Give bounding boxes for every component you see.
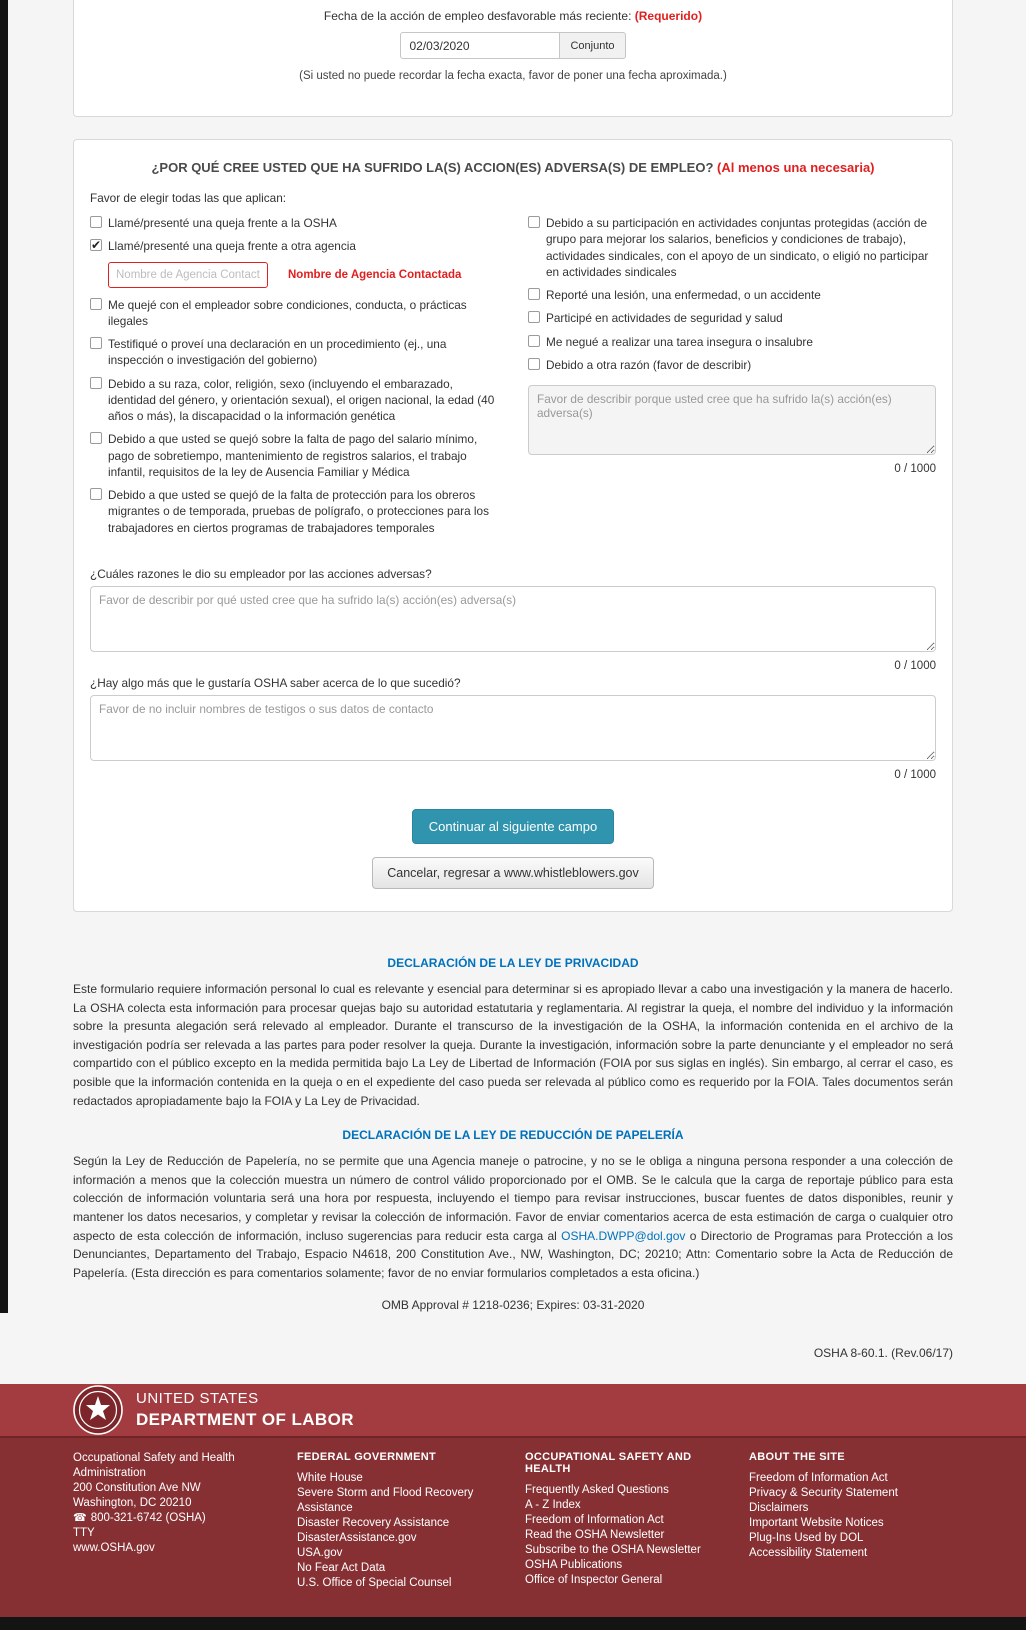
checkbox[interactable] xyxy=(90,298,102,310)
footer-link[interactable]: A - Z Index xyxy=(525,1498,735,1513)
cancel-button[interactable]: Cancelar, regresar a www.whistleblowers.gov xyxy=(372,857,654,889)
checkbox[interactable] xyxy=(528,288,540,300)
required-indicator: (Requerido) xyxy=(635,9,702,23)
footer-link[interactable]: OSHA Publications xyxy=(525,1558,735,1573)
char-counter: 0 / 1000 xyxy=(528,463,936,475)
employer-question-label: ¿Cuáles razones le dio su empleador por las acciones adversas? xyxy=(90,567,936,581)
date-hint-text: (Si usted no puede recordar la fecha exacta, favor de poner una fecha aproximada.) xyxy=(90,70,936,82)
footer-link[interactable]: Read the OSHA Newsletter xyxy=(525,1528,735,1543)
agency-error-label: Nombre de Agencia Contactada xyxy=(288,269,461,281)
footer-brand-line2: DEPARTMENT OF LABOR xyxy=(136,1409,354,1430)
date-section-card xyxy=(73,0,953,117)
footer-link[interactable]: Frequently Asked Questions xyxy=(525,1483,735,1498)
checkbox-label: Llamé/presenté una queja frente a la OSHA xyxy=(108,215,337,231)
footer-link[interactable]: Privacy & Security Statement xyxy=(749,1486,939,1501)
agency-field-row xyxy=(108,262,498,288)
paperwork-text-before: Según la Ley de Reducción de Papelería, no se permite que una Agencia maneje o patrocine, y no se le obliga a ninguna persona responder a una colección de información a menos que la colección muestra un número de control válido proporcionado por el OMB. Se le calcula que la carga de reportaje público para esta colección de información voluntaria será una hora por respuesta, incluyendo el tiempo para revisar instrucciones, buscar fuentes de datos disponibles, reunir y mantener los datos necesarios, y completar y revisar la colección de información. Favor de enviar comentarios acerca de esta estimación de carga o cualquier otro aspecto de esta colección de información, incluso sugerencias para reducir esta carga al xyxy=(73,1154,953,1242)
footer-link-list xyxy=(749,1471,939,1561)
paperwork-act-text xyxy=(73,1152,953,1282)
checkbox-label: Reporté una lesión, una enfermedad, o un accidente xyxy=(546,287,821,303)
checkbox-label: Debido a otra razón (favor de describir) xyxy=(546,357,751,373)
checkbox[interactable] xyxy=(528,311,540,323)
checkbox-label: Me quejé con el empleador sobre condiciones, conducta, o prácticas ilegales xyxy=(108,297,498,330)
options-columns xyxy=(90,215,936,543)
checkbox-option-refused-unsafe-task[interactable] xyxy=(528,334,936,350)
form-page xyxy=(73,0,953,1360)
footer-column-occupational-safety xyxy=(525,1451,749,1591)
footer-link[interactable]: Subscribe to the OSHA Newsletter xyxy=(525,1543,735,1558)
more-info-question-label: ¿Hay algo más que le gustaría OSHA saber acerca de lo que sucedió? xyxy=(90,676,936,690)
checkbox-label: Llamé/presenté una queja frente a otra agencia xyxy=(108,238,356,254)
footer-link[interactable]: Accessibility Statement xyxy=(749,1546,939,1561)
footer-column-heading: ABOUT THE SITE xyxy=(749,1451,939,1463)
agency-name: Occupational Safety and Health Administration xyxy=(73,1451,283,1481)
checkbox[interactable] xyxy=(90,377,102,389)
checkbox[interactable] xyxy=(528,358,540,370)
checkbox-option-other-reason[interactable] xyxy=(528,357,936,373)
checkbox-label: Debido a su raza, color, religión, sexo (incluyendo el embarazado, identidad del género, y orientación sexual), el origen nacional, la edad (40 años o más), la discapacidad o la información genética xyxy=(108,376,498,425)
form-number: OSHA 8-60.1. (Rev.06/17) xyxy=(73,1346,953,1360)
paperwork-text-after: o Directorio de Programas para Protección a los Denunciantes, Departamento del Trabajo, Espacio N4618, 200 Constitution Ave., NW, Washington, DC; 20210; Attn: Comentario sobre la Acta de Reducción de Papelería. (Esta dirección es para comentarios solamente; favor de no enviar formularios completados a esta oficina.) xyxy=(73,1229,953,1280)
checkbox-option-safety-activities[interactable] xyxy=(528,310,936,326)
footer-link-list xyxy=(525,1483,735,1588)
footer-link[interactable]: DisasterAssistance.gov xyxy=(297,1531,511,1546)
checkbox-label: Debido a su participación en actividades conjuntas protegidas (acción de grupo para mejorar los salarios, beneficios y condiciones de trabajo), actividades sindicales, con el apoyo de un sindicato, o eligió no participar en actividades sindicales xyxy=(546,215,936,280)
footer-brand-band xyxy=(0,1384,1026,1436)
footer-links-band xyxy=(0,1436,1026,1617)
left-options-column xyxy=(90,215,498,543)
instruction-text: Favor de elegir todas las que aplican: xyxy=(90,191,936,205)
osha-website-link[interactable]: www.OSHA.gov xyxy=(73,1541,283,1556)
checkbox-option-filed-osha[interactable] xyxy=(90,215,498,231)
agency-address2: Washington, DC 20210 xyxy=(73,1496,283,1511)
checkbox-label: Debido a que usted se quejó de la falta de protección para los obreros migrantes o de temporada, pruebas de polígrafo, o protecciones para los trabajadores en ciertos programas de trabajadores temporales xyxy=(108,487,498,536)
email-link[interactable]: OSHA.DWPP@dol.gov xyxy=(561,1229,685,1243)
dol-footer xyxy=(0,1384,1026,1617)
set-date-button[interactable]: Conjunto xyxy=(559,32,625,59)
footer-link[interactable]: Disclaimers xyxy=(749,1501,939,1516)
agency-contact-block xyxy=(73,1451,297,1591)
footer-brand-line1: UNITED STATES xyxy=(136,1390,354,1409)
paperwork-act-heading: DECLARACIÓN DE LA LEY DE REDUCCIÓN DE PAPELERÍA xyxy=(73,1128,953,1142)
date-input[interactable] xyxy=(400,32,560,59)
checkbox-option-concerted-activity[interactable] xyxy=(528,215,936,280)
checkbox-option-discrimination[interactable] xyxy=(90,376,498,425)
footer-column-about-the-site xyxy=(749,1451,953,1591)
checkbox-option-testified[interactable] xyxy=(90,336,498,369)
privacy-act-heading: DECLARACIÓN DE LA LEY DE PRIVACIDAD xyxy=(73,956,953,970)
footer-link[interactable]: Freedom of Information Act xyxy=(749,1471,939,1486)
footer-link[interactable]: Important Website Notices xyxy=(749,1516,939,1531)
agency-address1: 200 Constitution Ave NW xyxy=(73,1481,283,1496)
section-title xyxy=(90,160,936,175)
agency-phone-line xyxy=(73,1511,283,1526)
omb-approval-line: OMB Approval # 1218-0236; Expires: 03-31-2020 xyxy=(73,1298,953,1312)
screen-edge-left xyxy=(0,0,8,1313)
checkbox-option-filed-other-agency[interactable] xyxy=(90,238,498,254)
screen-edge-bottom xyxy=(0,1617,1026,1630)
footer-link[interactable]: Severe Storm and Flood Recovery Assistance xyxy=(297,1486,511,1516)
checkbox[interactable] xyxy=(528,216,540,228)
tty-link[interactable]: TTY xyxy=(73,1526,283,1541)
footer-link-list xyxy=(297,1471,511,1591)
phone-icon: ☎ xyxy=(73,1511,87,1526)
checkbox-option-wage-complaint[interactable] xyxy=(90,431,498,480)
privacy-act-text: Este formulario requiere información personal lo cual es relevante y esencial para determinar si es apropiado llevar a cabo una investigación y la manera de hacerlo. La OSHA colecta esta información para procesar quejas bajo su autoridad estatutaria y reglamentaria. Al registrar la queja, el nombre del individuo y la información sobre la presunta alegación será relevado al empleador. Durante el transcurso de la investigación de la OSHA, la información contenida en el archivo de la investigación podría ser relevada a las partes para poder resolver la queja. Durante la investigación, información sobre la parte denunciante y el empleador no será compartido con el público excepto en la medida permitida bajo La Ley de Libertad de Información (FOIA por sus siglas en inglés). Sin embargo, al cerrar el caso, es posible que la información contenida en la queja o en el expediente del caso pueda ser relevada al público como es requerido por la FOIA. Tales documentos serán redactados apropiadamente bajo la FOIA y La Ley de Privacidad. xyxy=(73,980,953,1110)
agency-phone: 800-321-6742 (OSHA) xyxy=(91,1511,206,1526)
checkbox-option-reported-injury[interactable] xyxy=(528,287,936,303)
checkbox[interactable] xyxy=(90,432,102,444)
footer-column-federal-government xyxy=(297,1451,525,1591)
right-options-column xyxy=(528,215,936,543)
footer-column-heading: OCCUPATIONAL SAFETY AND HEALTH xyxy=(525,1451,735,1475)
footer-link[interactable]: Freedom of Information Act xyxy=(525,1513,735,1528)
section-title-text: ¿POR QUÉ CREE USTED QUE HA SUFRIDO LA(S) ACCION(ES) ADVERSA(S) DE EMPLEO? xyxy=(151,160,713,175)
char-counter: 0 / 1000 xyxy=(90,769,936,781)
other-reason-textarea xyxy=(528,385,936,455)
footer-link[interactable]: U.S. Office of Special Counsel xyxy=(297,1576,511,1591)
char-counter: 0 / 1000 xyxy=(90,660,936,672)
checkbox[interactable] xyxy=(528,335,540,347)
footer-link[interactable]: Plug-Ins Used by DOL xyxy=(749,1531,939,1546)
footer-link[interactable]: No Fear Act Data xyxy=(297,1561,511,1576)
checkbox[interactable] xyxy=(90,216,102,228)
checkbox-option-complained-employer[interactable] xyxy=(90,297,498,330)
checkbox-label: Me negué a realizar una tarea insegura o insalubre xyxy=(546,334,813,350)
adverse-action-card xyxy=(73,139,953,912)
date-input-group xyxy=(400,32,625,59)
footer-column-heading: FEDERAL GOVERNMENT xyxy=(297,1451,511,1463)
date-label-text: Fecha de la acción de empleo desfavorable más reciente: xyxy=(324,9,632,23)
footer-link[interactable]: Office of Inspector General xyxy=(525,1573,735,1588)
checkbox-label: Debido a que usted se quejó sobre la falta de pago del salario mínimo, pago de sobretiempo, mantenimiento de registros salarios, el trabajo infantil, requisitos de la ley de Ausencia Familiar y Médica xyxy=(108,431,498,480)
continue-button[interactable]: Continuar al siguiente campo xyxy=(412,809,614,844)
footer-link[interactable]: White House xyxy=(297,1471,511,1486)
checkbox[interactable] xyxy=(90,239,102,251)
agency-name-input[interactable] xyxy=(108,262,268,288)
checkbox[interactable] xyxy=(90,337,102,349)
checkbox-label: Participé en actividades de seguridad y salud xyxy=(546,310,783,326)
employer-reasons-textarea[interactable] xyxy=(90,586,936,652)
required-indicator: (Al menos una necesaria) xyxy=(717,160,875,175)
dol-seal-logo xyxy=(73,1385,123,1435)
date-question-label xyxy=(90,9,936,23)
checkbox-label: Testifiqué o proveí una declaración en un procedimiento (ej., una inspección o investigación del gobierno) xyxy=(108,336,498,369)
checkbox-option-migrant-protection[interactable] xyxy=(90,487,498,536)
additional-info-textarea[interactable] xyxy=(90,695,936,761)
checkbox[interactable] xyxy=(90,488,102,500)
footer-link[interactable]: Disaster Recovery Assistance xyxy=(297,1516,511,1531)
footer-brand xyxy=(136,1390,354,1430)
legal-section xyxy=(73,912,953,1360)
footer-link[interactable]: USA.gov xyxy=(297,1546,511,1561)
